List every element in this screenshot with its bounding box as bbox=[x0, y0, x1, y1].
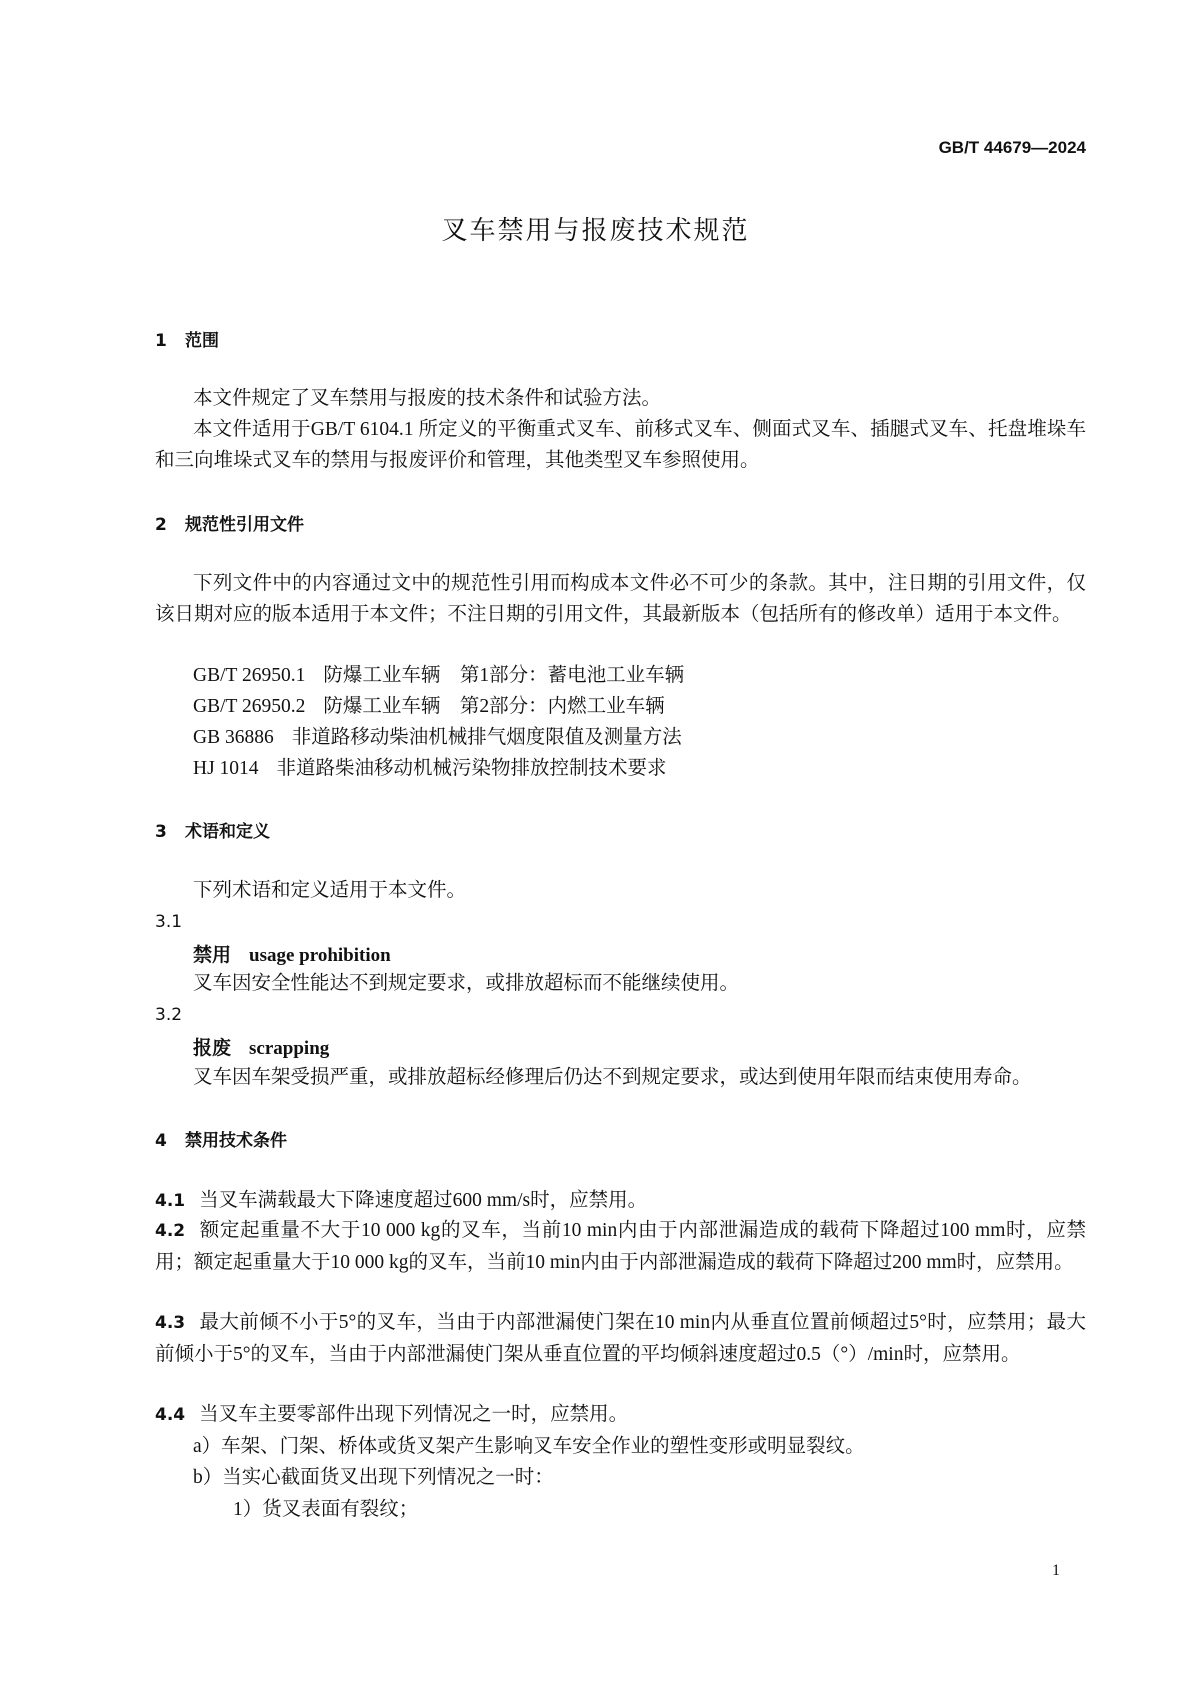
clause-text: 额定起重量不大于10 000 kg的叉车，当前10 min内由于内部泄漏造成的载荷下降超过100 mm时，应禁用；额定起重量大于10 000 kg的叉车，当前10 min内由于内部泄漏造成的载荷下降超过200 mm时，应禁用。 bbox=[155, 1220, 1086, 1273]
section-1-heading bbox=[155, 326, 219, 351]
section-3-heading bbox=[155, 817, 270, 842]
section-number: 1 bbox=[155, 331, 167, 351]
term-en: usage prohibition bbox=[249, 945, 391, 966]
clause-number: 4.2 bbox=[155, 1221, 186, 1241]
clause-4-3 bbox=[155, 1307, 1086, 1370]
clause-text: 当叉车主要零部件出现下列情况之一时，应禁用。 bbox=[199, 1404, 629, 1425]
clause-text: 最大前倾不小于5°的叉车，当由于内部泄漏使门架在10 min内从垂直位置前倾超过5°时，应禁用；最大前倾小于5°的叉车，当由于内部泄漏使门架从垂直位置的平均倾斜速度超过0.5（°）/min时，应禁用。 bbox=[155, 1312, 1086, 1365]
clause-number: 4.3 bbox=[155, 1313, 186, 1333]
reference-item bbox=[193, 753, 667, 784]
term-zh: 禁用 bbox=[193, 945, 232, 966]
reference-code: HJ 1014 bbox=[193, 758, 259, 779]
reference-code: GB 36886 bbox=[193, 727, 274, 748]
reference-item bbox=[193, 722, 682, 753]
term-heading bbox=[193, 1033, 329, 1060]
term-definition: 叉车因安全性能达不到规定要求，或排放超标而不能继续使用。 bbox=[193, 973, 740, 994]
list-text: 当实心截面货叉出现下列情况之一时： bbox=[222, 1467, 554, 1488]
sub-list-item bbox=[233, 1494, 418, 1525]
paragraph: 本文件适用于GB/T 6104.1 所定义的平衡重式叉车、前移式叉车、侧面式叉车、插腿式叉车、托盘堆垛车和三向堆垛式叉车的禁用与报废评价和管理，其他类型叉车参照使用。 bbox=[155, 419, 1086, 471]
list-item bbox=[193, 1462, 554, 1493]
reference-item bbox=[193, 660, 684, 691]
reference-title: 非道路移动柴油机械排气烟度限值及测量方法 bbox=[291, 727, 682, 748]
page-number: 1 bbox=[1052, 1562, 1060, 1579]
list-text: 货叉表面有裂纹； bbox=[262, 1499, 419, 1520]
clause-text: 当叉车满载最大下降速度超过600 mm/s时，应禁用。 bbox=[199, 1190, 648, 1211]
term-number: 3.2 bbox=[155, 1005, 183, 1025]
reference-title: 非道路柴油移动机械污染物排放控制技术要求 bbox=[276, 758, 667, 779]
section-2-heading bbox=[155, 510, 304, 535]
list-label: b） bbox=[193, 1467, 223, 1488]
list-label: 1） bbox=[233, 1499, 263, 1520]
section-number: 4 bbox=[155, 1131, 167, 1151]
reference-item bbox=[193, 691, 665, 722]
paragraph: 本文件规定了叉车禁用与报废的技术条件和试验方法。 bbox=[193, 388, 662, 409]
clause-number: 4.1 bbox=[155, 1191, 186, 1211]
list-label: a） bbox=[193, 1436, 222, 1457]
paragraph: 下列术语和定义适用于本文件。 bbox=[193, 880, 467, 901]
reference-code: GB/T 26950.1 bbox=[193, 665, 306, 686]
list-text: 车架、门架、桥体或货叉架产生影响叉车安全作业的塑性变形或明显裂纹。 bbox=[221, 1436, 865, 1457]
term-zh: 报废 bbox=[193, 1038, 232, 1059]
section-title: 禁用技术条件 bbox=[185, 1131, 287, 1151]
document-title: 叉车禁用与报废技术规范 bbox=[441, 216, 750, 246]
term-definition: 叉车因车架受损严重，或排放超标经修理后仍达不到规定要求，或达到使用年限而结束使用寿命。 bbox=[193, 1067, 1032, 1088]
term-number: 3.1 bbox=[155, 912, 183, 932]
paragraph: 下列文件中的内容通过文中的规范性引用而构成本文件必不可少的条款。其中，注日期的引用文件，仅该日期对应的版本适用于本文件；不注日期的引用文件，其最新版本（包括所有的修改单）适用于本文件。 bbox=[155, 573, 1086, 625]
standard-number: GB/T 44679—2024 bbox=[938, 138, 1086, 157]
clause-number: 4.4 bbox=[155, 1405, 186, 1425]
reference-title: 防爆工业车辆 第2部分：内燃工业车辆 bbox=[323, 696, 665, 717]
section-title: 范围 bbox=[185, 331, 219, 351]
clause-4-2 bbox=[155, 1215, 1086, 1278]
section-title: 术语和定义 bbox=[185, 822, 270, 842]
reference-code: GB/T 26950.2 bbox=[193, 696, 306, 717]
reference-title: 防爆工业车辆 第1部分：蓄电池工业车辆 bbox=[323, 665, 685, 686]
section-4-heading bbox=[155, 1126, 287, 1151]
term-en: scrapping bbox=[249, 1038, 330, 1059]
section-title: 规范性引用文件 bbox=[185, 515, 304, 535]
section-number: 3 bbox=[155, 822, 167, 842]
clause-4-4 bbox=[155, 1399, 1086, 1431]
clause-4-1 bbox=[155, 1185, 1086, 1217]
list-item bbox=[193, 1431, 865, 1462]
section-number: 2 bbox=[155, 515, 167, 535]
term-heading bbox=[193, 940, 391, 967]
